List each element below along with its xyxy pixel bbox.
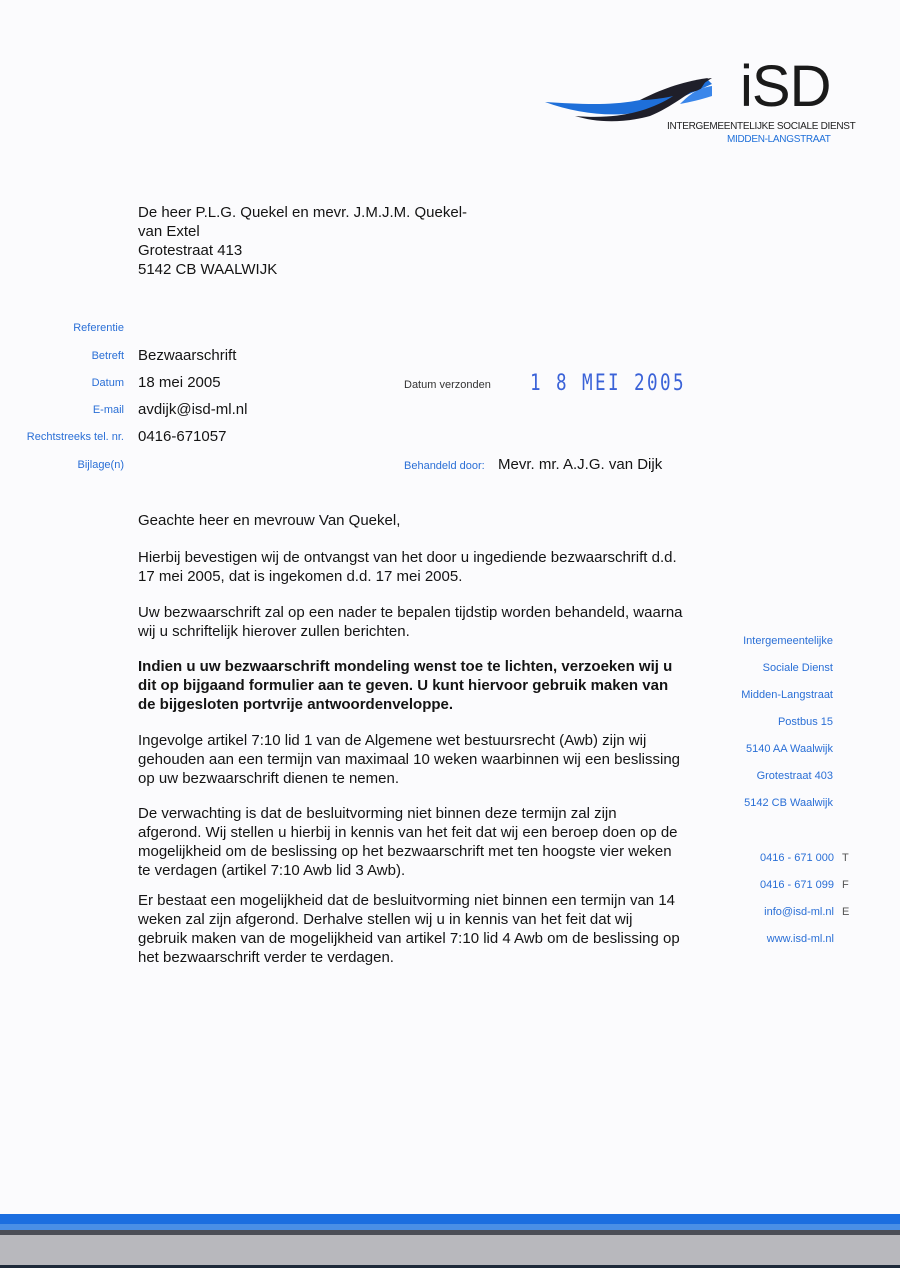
logo-wordmark: iSD (740, 54, 831, 119)
sidebar-postcode2: 5142 CB Waalwijk (744, 797, 833, 809)
footer-stripe-grey (0, 1235, 900, 1265)
sidebar-org1: Intergemeentelijke (743, 635, 833, 647)
sidebar-phone-letter: T (842, 852, 849, 864)
betreft-label: Betreft (91, 350, 124, 362)
recipient-street: Grotestraat 413 (138, 242, 243, 259)
sidebar-website[interactable]: www.isd-ml.nl (766, 933, 834, 945)
email-value: avdijk@isd-ml.nl (138, 401, 248, 418)
betreft-value: Bezwaarschrift (138, 347, 237, 364)
datum-label: Datum (91, 377, 124, 389)
datum-value: 18 mei 2005 (138, 374, 221, 391)
paragraph-6: Er bestaat een mogelijkheid dat de besluitvorming niet binnen een termijn van 14 weken zal zijn afgerond. Derhalve stellen wij u in kennis van het feit dat wij gebruik maken van de mogelijkheid van artikel 7:10 lid 4 Awb om de beslissing op het bezwaarschrift verder te verdagen. (138, 892, 680, 966)
recipient-name-line1: De heer P.L.G. Quekel en mevr. J.M.J.M. Quekel- (138, 204, 468, 221)
sent-date-label: Datum verzonden (404, 379, 491, 391)
tel-value: 0416-671057 (138, 428, 227, 445)
paragraph-2: Uw bezwaarschrift zal op een nader te bepalen tijdstip worden behandeld, waarna wij u schriftelijk hierover zullen berichten. (138, 604, 683, 640)
referentie-label: Referentie (73, 322, 124, 334)
sent-date-stamp: 1 8 MEI 2005 (530, 371, 686, 396)
sidebar-fax-letter: F (842, 879, 849, 891)
logo-org-name: INTERGEMEENTELIJKE SOCIALE DIENST (667, 121, 856, 132)
handled-by-value: Mevr. mr. A.J.G. van Dijk (498, 456, 663, 473)
salutation: Geachte heer en mevrouw Van Quekel, (138, 512, 401, 529)
recipient-name-line2: van Extel (138, 223, 200, 240)
sidebar-email[interactable]: info@isd-ml.nl (764, 906, 834, 918)
footer-stripe-blue (0, 1214, 900, 1224)
sidebar-street: Grotestraat 403 (756, 770, 833, 782)
recipient-postcode-city: 5142 CB WAALWIJK (138, 261, 278, 278)
sidebar-postbus: Postbus 15 (777, 716, 833, 728)
email-label: E-mail (92, 404, 124, 416)
paragraph-1: Hierbij bevestigen wij de ontvangst van het door u ingediende bezwaarschrift d.d. 17 mei 2005, dat is ingekomen d.d. 17 mei 2005. (138, 549, 677, 585)
paragraph-4: Ingevolge artikel 7:10 lid 1 van de Algemene wet bestuursrecht (Awb) zijn wij gehouden aan een termijn van maximaal 10 weken waarbinnen wij een beslissing op uw bezwaarschrift dienen te nemen. (138, 732, 680, 787)
bijlage-label: Bijlage(n) (77, 459, 124, 471)
sidebar-org2: Sociale Dienst (762, 662, 833, 674)
sidebar-email-letter: E (842, 906, 850, 918)
logo-region-name: MIDDEN-LANGSTRAAT (727, 134, 831, 145)
tel-label: Rechtstreeks tel. nr. (26, 431, 124, 443)
sidebar-org3: Midden-Langstraat (741, 689, 833, 701)
paragraph-3-bold: Indien u uw bezwaarschrift mondeling wenst toe te lichten, verzoeken wij u dit op bijgaand formulier aan te geven. U kunt hiervoor gebruik maken van de bijgesloten portvrije antwoordenveloppe. (138, 658, 673, 713)
sidebar-postcode1: 5140 AA Waalwijk (745, 743, 833, 755)
sidebar-phone: 0416 - 671 000 (759, 852, 834, 864)
handled-by-label: Behandeld door: (404, 460, 485, 472)
paragraph-5: De verwachting is dat de besluitvorming niet binnen deze termijn zal zijn afgerond. Wij stellen u hierbij in kennis van het feit dat wij een beroep doen op de mogelijkheid om de beslissing op het bezwaarschrift met ten hoogste vier weken te verdagen (artikel 7:10 Awb lid 3 Awb). (138, 805, 678, 879)
sidebar-fax: 0416 - 671 099 (759, 879, 834, 891)
